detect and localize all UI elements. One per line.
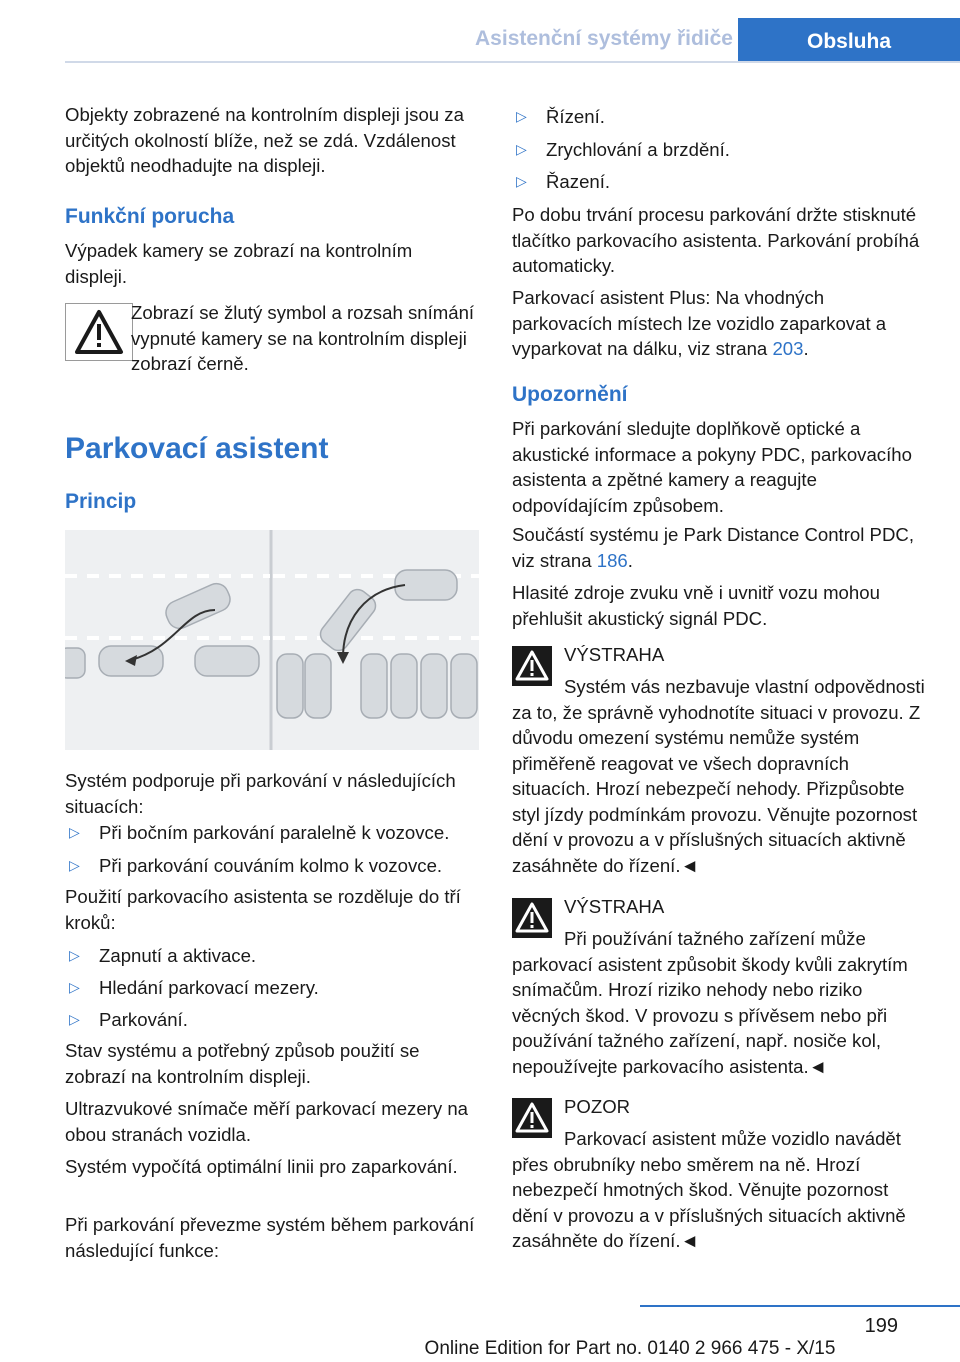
support-paragraph: Systém podporuje při parkování v následujících situacích: [65, 770, 456, 817]
noise-paragraph: Hlasité zdroje zvuku vně i uvnitř vozu mohou přehlušit akustický signál PDC. [512, 582, 880, 629]
bullet-icon: ▷ [516, 141, 527, 157]
warning2-text: Při používání tažného zařízení může parkovací asistent způsobit škody kvůli zakrytím snímačům. Hrozí riziko nehody nebo riziko věcných škod. V provozu s přívěsem nebo při používání tažného zařízení, např. nosiče kol, nepoužívejte parkovacího asistenta.◄ [512, 928, 908, 1077]
fault-paragraph: Výpadek kamery se zobrazí na kontrolním displeji. [65, 240, 413, 287]
chapter-tab: Obsluha [738, 18, 960, 62]
running-header-section: Asistenční systémy řidiče [475, 27, 733, 50]
bullet-icon: ▷ [69, 857, 80, 873]
note-paragraph: Při parkování sledujte doplňkově optické a akustické informace a pokyny PDC, parkovacího asistenta a zpětné kamery a reagujte odpovídajícím způsobem. [512, 418, 912, 516]
steps-paragraph: Použití parkovacího asistenta se rozděluje do tří kroků: [65, 886, 461, 933]
bullet-icon: ▷ [516, 108, 527, 124]
intro-paragraph: Objekty zobrazené na kontrolním displeji jsou za určitých okolností blíže, než se zdá. Vzdálenost objektů neodhadujte na displeji. [65, 104, 464, 176]
page-link-186[interactable]: 186 [596, 549, 628, 571]
edition-footer: Online Edition for Part no. 0140 2 966 475 - X/15 [424, 1338, 836, 1359]
header-rule [65, 61, 960, 63]
bullet-icon: ▷ [69, 824, 80, 840]
camera-fault-icon [65, 303, 133, 361]
note-heading: Upozornění [512, 383, 628, 406]
warning2-title: VÝSTRAHA [564, 896, 665, 917]
parking-illustration [65, 530, 479, 750]
principle-heading: Princip [65, 490, 137, 513]
fault-heading: Funkční porucha [65, 205, 235, 228]
state-paragraph: Stav systému a potřebný způsob použití se zobrazí na kontrolním displeji. [65, 1040, 420, 1087]
bullet-icon: ▷ [69, 947, 80, 963]
caution-title: POZOR [564, 1096, 631, 1117]
footer-rule [640, 1305, 960, 1307]
bullet-icon: ▷ [516, 173, 527, 189]
takeover-paragraph: Při parkování převezme systém během parkování následující funkce: [65, 1214, 475, 1261]
warning1-title: VÝSTRAHA [564, 644, 665, 665]
caution-text: Parkovací asistent může vozidlo navádět přes obrubníky nebo směrem na ně. Hrozí nebezpečí hmotných škod. Věnujte pozornost dění v provozu a v příslušných situacích aktivně zasáhněte do řízení.◄ [512, 1128, 906, 1251]
bullet-icon: ▷ [69, 979, 80, 995]
parking-plus-paragraph: Parkovací asistent Plus: Na vhodných parkovacích místech lze vozidlo zaparkovat a vyparkovat na dálku, viz strana 203. [512, 287, 887, 359]
warning-triangle-icon [66, 304, 132, 360]
hold-button-paragraph: Po dobu trvání procesu parkování držte stisknuté tlačítko parkovacího asistenta. Parkování probíhá automaticky. [512, 204, 920, 276]
pdc-paragraph: Součástí systému je Park Distance Control PDC, viz strana 186. [512, 524, 914, 571]
fault-icon-text: Zobrazí se žlutý symbol a rozsah snímání vypnuté kamery se na kontrolním displeji zobrazí černě. [131, 302, 475, 374]
page-link-203[interactable]: 203 [772, 338, 804, 359]
page-number: 199 [864, 1315, 898, 1337]
main-heading: Parkovací asistent [65, 432, 329, 465]
bullet-icon: ▷ [69, 1011, 80, 1027]
sensors-paragraph: Ultrazvukové snímače měří parkovací mezery na obou stranách vozidla. [65, 1098, 469, 1145]
warning1-text: Systém vás nezbavuje vlastní odpovědnosti za to, že správně vyhodnotíte situaci v provozu. Z důvodu omezení systému nemůže systém přiměřeně reagovat ve všech dopravních situacích. Hrozí nebezpečí nehody. Přizpůsobte styl jízdy podmínkám provozu. Věnujte pozornost dění v provozu a v příslušných situacích aktivně zasáhněte do řízení.◄ [512, 676, 925, 876]
optimal-line-paragraph: Systém vypočítá optimální linii pro zaparkování. [65, 1156, 458, 1177]
parking-diagram-image [65, 530, 479, 750]
